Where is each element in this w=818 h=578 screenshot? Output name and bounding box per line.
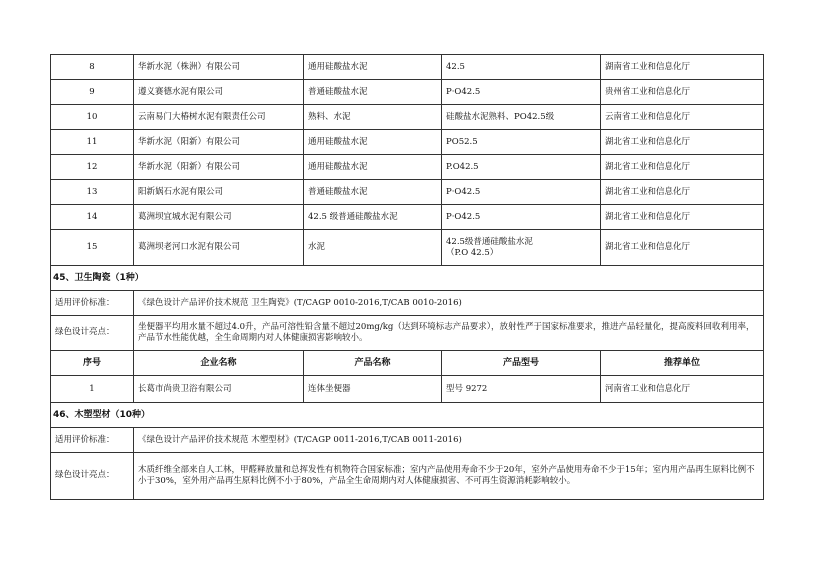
standard-row <box>51 291 764 316</box>
recommending-unit: 湖北省工业和信息化厅 <box>601 130 764 155</box>
standard-label: 适用评价标准： <box>51 291 134 316</box>
product-name: 通用硅酸盐水泥 <box>304 55 442 80</box>
standard-text: 《绿色设计产品评价技术规范 木塑型材》(T/CAGP 0011-2016,T/CAB 0011-2016) <box>134 428 764 453</box>
table-row <box>51 376 764 403</box>
product-model: P·O42.5 <box>442 180 601 205</box>
product-name: 水泥 <box>304 230 442 266</box>
company-name: 云南易门大椿树水泥有限责任公司 <box>134 105 304 130</box>
product-model <box>442 230 601 266</box>
company-name: 华新水泥（阳新）有限公司 <box>134 155 304 180</box>
header-number: 序号 <box>51 351 134 376</box>
row-number: 14 <box>51 205 134 230</box>
table-row <box>51 180 764 205</box>
product-model: 硅酸盐水泥熟料、PO42.5级 <box>442 105 601 130</box>
feature-label: 绿色设计亮点： <box>51 453 134 500</box>
product-name: 熟料、水泥 <box>304 105 442 130</box>
product-name: 通用硅酸盐水泥 <box>304 130 442 155</box>
section-title: 46、木塑型材（10种） <box>51 403 764 428</box>
standard-text: 《绿色设计产品评价技术规范 卫生陶瓷》(T/CAGP 0010-2016,T/CAB 0010-2016) <box>134 291 764 316</box>
header-model: 产品型号 <box>442 351 601 376</box>
recommending-unit: 湖北省工业和信息化厅 <box>601 205 764 230</box>
section-title: 45、卫生陶瓷（1种） <box>51 266 764 291</box>
table-row <box>51 80 764 105</box>
section-heading-row <box>51 266 764 291</box>
table-row <box>51 130 764 155</box>
product-model: PO52.5 <box>442 130 601 155</box>
company-name: 阳新娲石水泥有限公司 <box>134 180 304 205</box>
company-name: 长葛市尚贵卫浴有限公司 <box>134 376 304 403</box>
recommending-unit: 贵州省工业和信息化厅 <box>601 80 764 105</box>
table-row <box>51 230 764 266</box>
table-header-row <box>51 351 764 376</box>
feature-label: 绿色设计亮点： <box>51 316 134 351</box>
recommending-unit: 湖北省工业和信息化厅 <box>601 230 764 266</box>
feature-row <box>51 453 764 500</box>
product-name: 通用硅酸盐水泥 <box>304 155 442 180</box>
product-model: P·O42.5 <box>442 205 601 230</box>
table-row <box>51 55 764 80</box>
product-model: 型号 9272 <box>442 376 601 403</box>
product-model: P.O42.5 <box>442 155 601 180</box>
product-model: P·O42.5 <box>442 80 601 105</box>
company-name: 葛洲坝宜城水泥有限公司 <box>134 205 304 230</box>
feature-row <box>51 316 764 351</box>
header-company: 企业名称 <box>134 351 304 376</box>
row-number: 8 <box>51 55 134 80</box>
company-name: 华新水泥（株洲）有限公司 <box>134 55 304 80</box>
product-name: 42.5 级普通硅酸盐水泥 <box>304 205 442 230</box>
table-row <box>51 155 764 180</box>
recommending-unit: 云南省工业和信息化厅 <box>601 105 764 130</box>
product-name: 连体坐便器 <box>304 376 442 403</box>
recommending-unit: 湖北省工业和信息化厅 <box>601 180 764 205</box>
company-name: 遵义赛德水泥有限公司 <box>134 80 304 105</box>
header-unit: 推荐单位 <box>601 351 764 376</box>
row-number: 13 <box>51 180 134 205</box>
header-product: 产品名称 <box>304 351 442 376</box>
feature-text: 木质纤维全部来自人工林，甲醛释放量和总挥发性有机物符合国家标准；室内产品使用寿命不少于20年，室外产品使用寿命不少于15年；室内用产品再生原料比例不小于30%，室外用产品再生原料比例不小于80%，产品全生命周期内对人体健康损害、不可再生资源消耗影响较小。 <box>134 453 764 500</box>
recommending-unit: 河南省工业和信息化厅 <box>601 376 764 403</box>
row-number: 11 <box>51 130 134 155</box>
product-name: 普通硅酸盐水泥 <box>304 80 442 105</box>
row-number: 10 <box>51 105 134 130</box>
company-name: 葛洲坝老河口水泥有限公司 <box>134 230 304 266</box>
product-model-line: （P.O 42.5） <box>446 247 499 258</box>
product-model: 42.5 <box>442 55 601 80</box>
recommending-unit: 湖北省工业和信息化厅 <box>601 155 764 180</box>
row-number: 9 <box>51 80 134 105</box>
table-row <box>51 105 764 130</box>
row-number: 1 <box>51 376 134 403</box>
recommending-unit: 湖南省工业和信息化厅 <box>601 55 764 80</box>
feature-text: 坐便器平均用水量不超过4.0升，产品可溶性铅含量不超过20mg/kg（达到环境标志产品要求），放射性严于国家标准要求，推进产品轻量化，提高废料回收利用率，产品节水性能优越，全生命周期内对人体健康损害影响较小。 <box>134 316 764 351</box>
standard-row <box>51 428 764 453</box>
table-row <box>51 205 764 230</box>
company-name: 华新水泥（阳新）有限公司 <box>134 130 304 155</box>
section-heading-row <box>51 403 764 428</box>
row-number: 15 <box>51 230 134 266</box>
row-number: 12 <box>51 155 134 180</box>
standard-label: 适用评价标准： <box>51 428 134 453</box>
product-model-line: 42.5级普通硅酸盐水泥 <box>446 236 533 247</box>
product-name: 普通硅酸盐水泥 <box>304 180 442 205</box>
product-table <box>50 54 764 500</box>
